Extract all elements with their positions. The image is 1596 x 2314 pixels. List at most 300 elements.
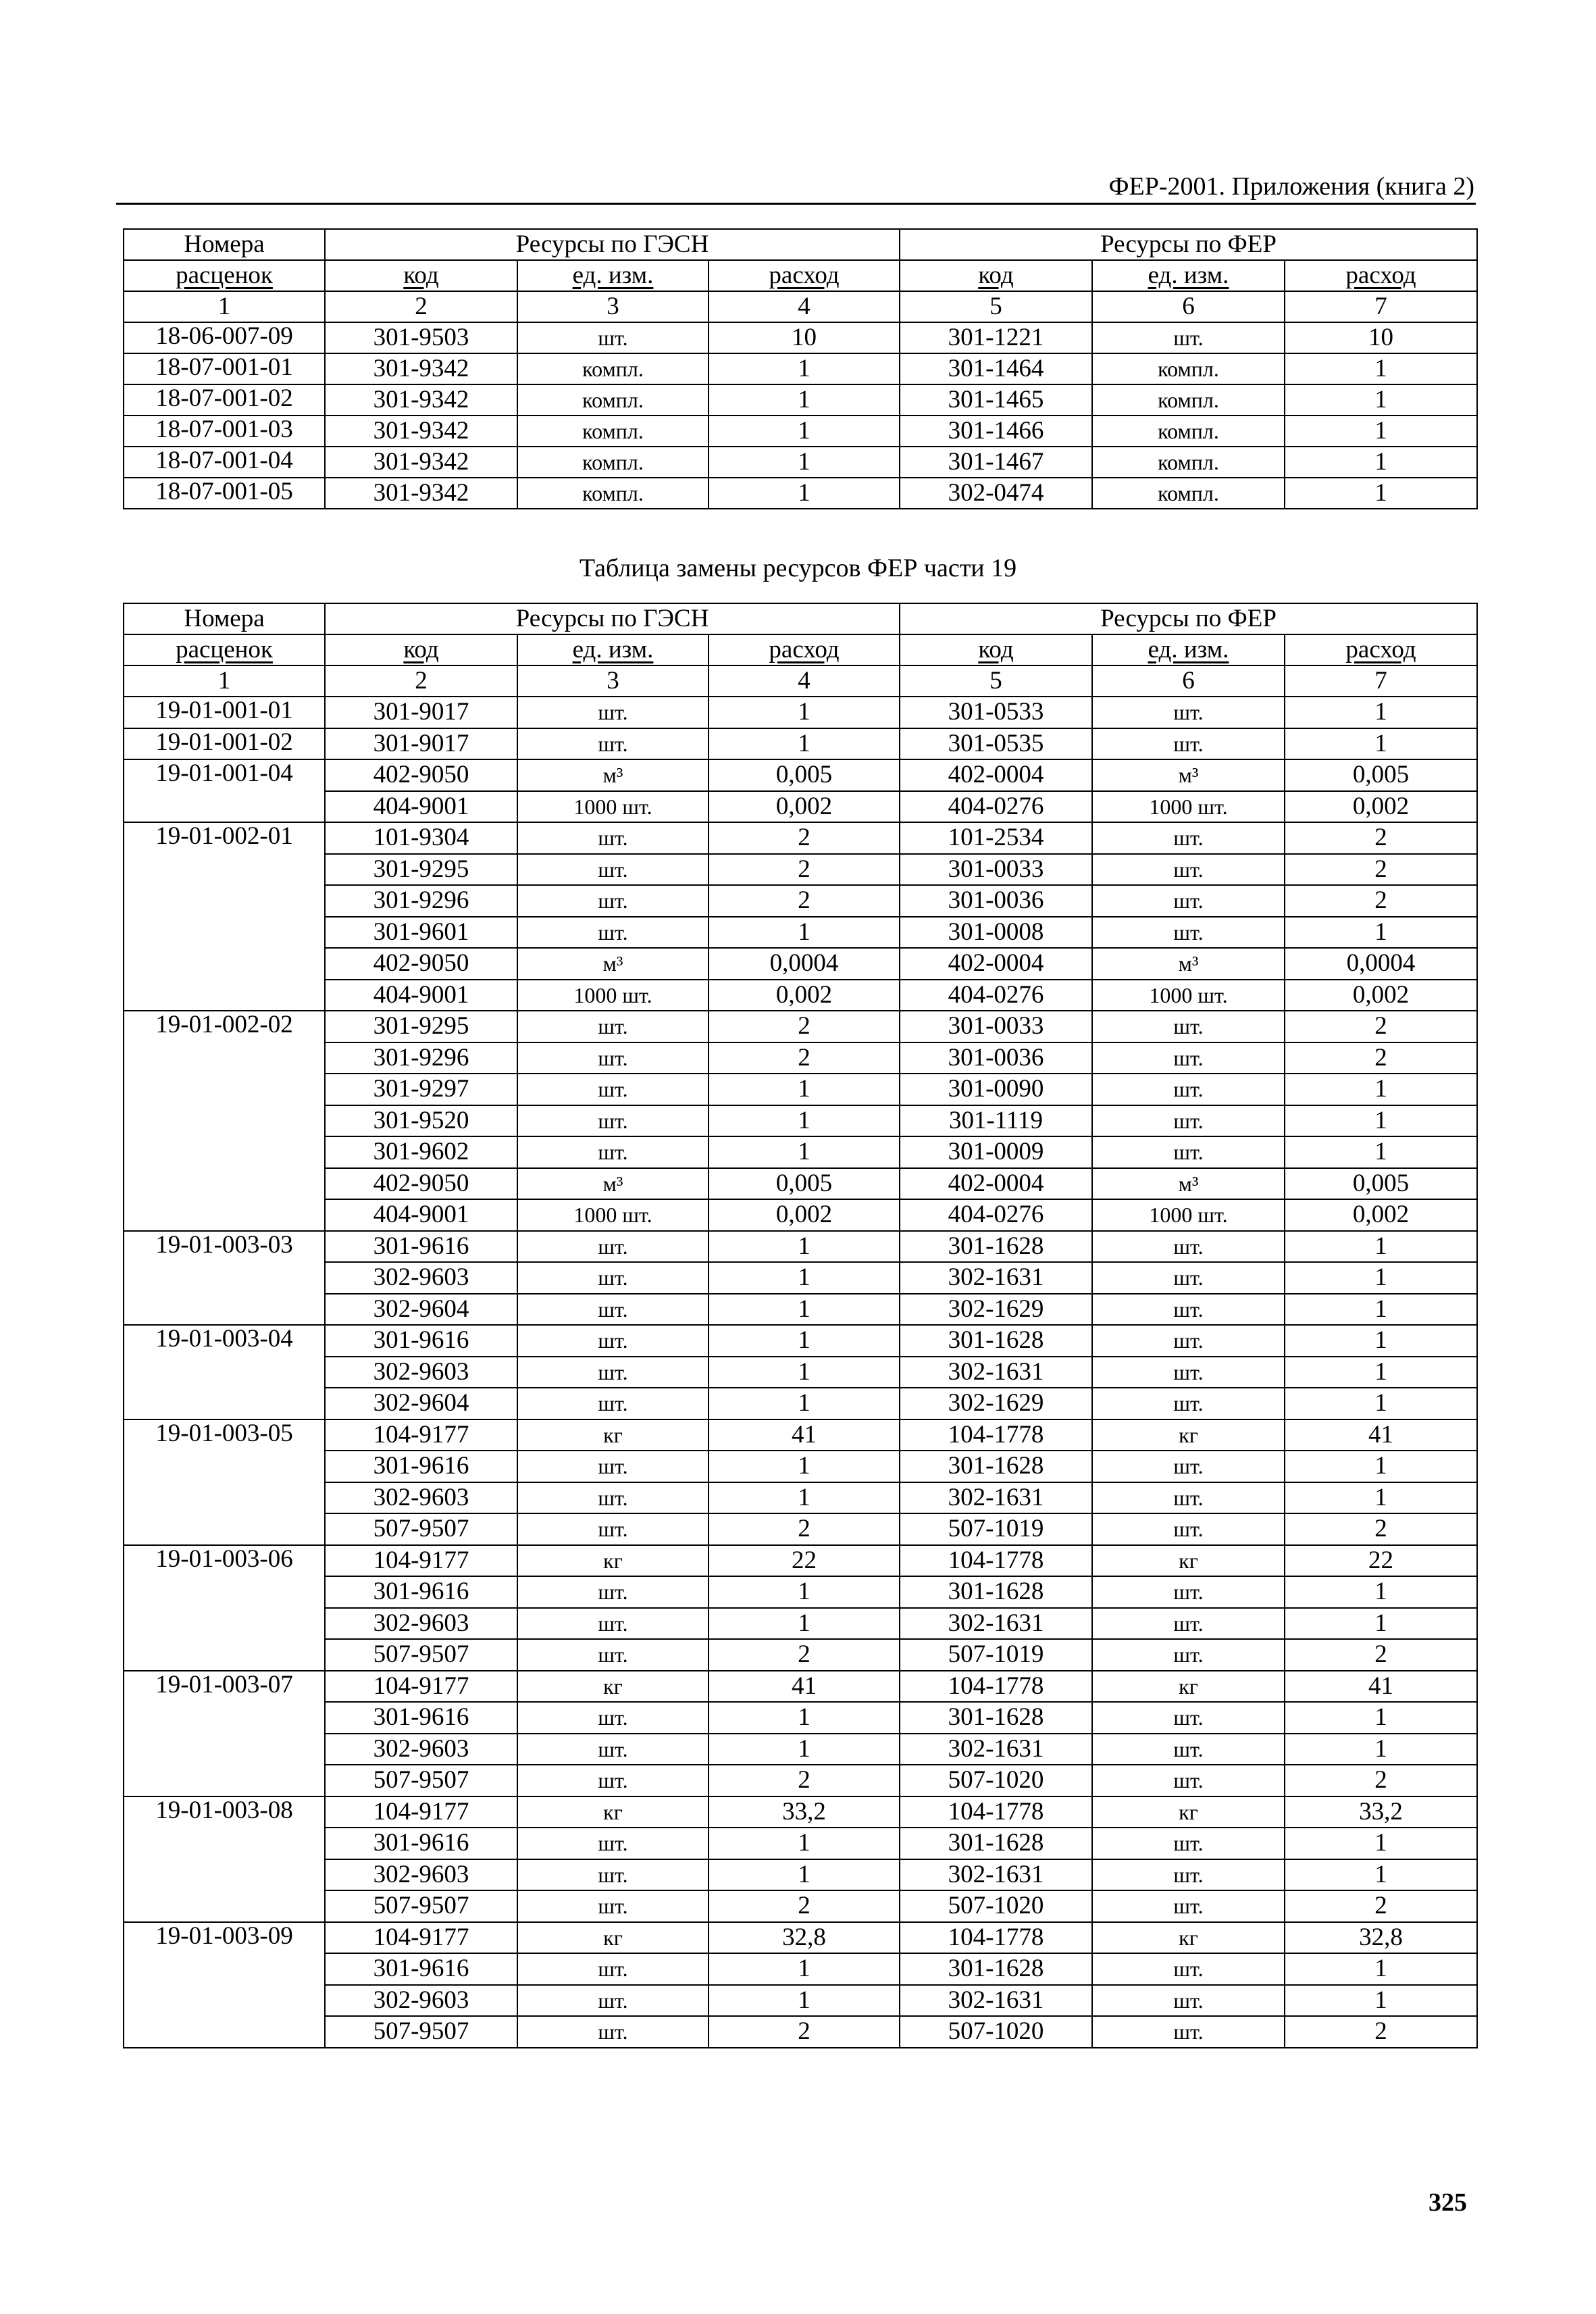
fer-unit-cell: шт. [1092,1953,1285,1985]
table-row [124,1042,1477,1074]
gesn-code-cell: 104-9177 [325,1922,517,1954]
gesn-unit-cell: шт. [517,1451,709,1482]
gesn-unit-cell: шт. [517,1105,709,1137]
gesn-unit-cell: шт. [517,1042,709,1074]
table-body [124,697,1477,2048]
fer-consumption-cell: 2 [1285,1042,1477,1074]
fer-unit-cell: шт. [1092,1042,1285,1074]
gesn-consumption-cell: 1 [709,478,900,509]
gesn-consumption-cell: 0,005 [709,1168,900,1200]
gesn-consumption-cell: 1 [709,697,900,728]
gesn-code-cell: 302-9604 [325,1294,517,1326]
gesn-unit-cell: шт. [517,1011,709,1042]
gesn-unit-header: ед. изм. [517,260,709,291]
gesn-unit-cell: шт. [517,917,709,949]
fer-unit-cell: шт. [1092,1985,1285,2017]
gesn-consumption-cell: 1 [709,1231,900,1263]
fer-unit-cell: м³ [1092,948,1285,980]
table-row [124,1545,1477,1577]
fer-unit-cell: кг [1092,1419,1285,1451]
gesn-code-cell: 302-9603 [325,1357,517,1388]
fer-code-cell: 301-0533 [900,697,1092,728]
table-row [124,917,1477,949]
gesn-unit-cell: шт. [517,1828,709,1859]
gesn-code-cell: 404-9001 [325,791,517,823]
column-number: 5 [900,291,1092,322]
fer-consumption-header: расход [1285,634,1477,665]
fer-consumption-header: расход [1285,260,1477,291]
fer-consumption-cell: 1 [1285,1451,1477,1482]
gesn-code-cell: 301-9342 [325,447,517,478]
gesn-unit-cell: шт. [517,822,709,854]
table-row [124,478,1477,509]
gesn-consumption-cell: 1 [709,1985,900,2017]
table-row [124,1136,1477,1168]
table-row [124,1325,1477,1357]
fer-code-cell: 402-0004 [900,1168,1092,1200]
table-row [124,1859,1477,1891]
header-rule [116,203,1476,205]
fer-code-cell: 507-1020 [900,2016,1092,2048]
fer-unit-cell: шт. [1092,1357,1285,1388]
fer-consumption-cell: 2 [1285,2016,1477,2048]
table-row [124,1105,1477,1137]
fer-resources-header: Ресурсы по ФЕР [900,229,1477,260]
gesn-unit-cell: 1000 шт. [517,1199,709,1231]
table-header [124,229,1477,322]
rate-number-header-cont: расценок [124,260,325,291]
gesn-consumption-cell: 1 [709,1105,900,1137]
fer-code-cell: 404-0276 [900,980,1092,1011]
table-row [124,1357,1477,1388]
table-row [124,728,1477,760]
table-row [124,1199,1477,1231]
gesn-code-cell: 301-9342 [325,478,517,509]
table-row [124,322,1477,353]
fer-code-cell: 301-1466 [900,416,1092,447]
fer-unit-cell: компл. [1092,447,1285,478]
fer-unit-cell: 1000 шт. [1092,791,1285,823]
gesn-code-header: код [325,260,517,291]
fer-unit-cell: кг [1092,1545,1285,1577]
table-row [124,1231,1477,1263]
gesn-consumption-cell: 1 [709,1828,900,1859]
fer-code-cell: 301-1467 [900,447,1092,478]
rate-number-cell: 19-01-001-04 [124,759,325,822]
gesn-code-cell: 301-9602 [325,1136,517,1168]
table-row [124,1671,1477,1703]
fer-code-cell: 301-1628 [900,1451,1092,1482]
fer-code-cell: 301-1628 [900,1953,1092,1985]
gesn-unit-cell: шт. [517,1294,709,1326]
fer-unit-cell: шт. [1092,1639,1285,1671]
fer-consumption-cell: 1 [1285,1734,1477,1765]
fer-unit-cell: шт. [1092,1702,1285,1734]
gesn-unit-cell: шт. [517,322,709,353]
gesn-unit-cell: шт. [517,2016,709,2048]
table-row [124,791,1477,823]
fer-consumption-cell: 32,8 [1285,1922,1477,1954]
fer-code-cell: 302-1631 [900,1608,1092,1640]
fer-consumption-cell: 2 [1285,1639,1477,1671]
gesn-unit-cell: шт. [517,1859,709,1891]
gesn-code-cell: 302-9603 [325,1262,517,1294]
gesn-unit-cell: компл. [517,384,709,416]
gesn-code-cell: 402-9050 [325,948,517,980]
gesn-consumption-header: расход [709,260,900,291]
gesn-unit-cell: шт. [517,1231,709,1263]
fer-code-cell: 301-0009 [900,1136,1092,1168]
gesn-code-cell: 301-9342 [325,353,517,384]
fer-consumption-cell: 1 [1285,1325,1477,1357]
fer-consumption-cell: 1 [1285,1136,1477,1168]
gesn-code-cell: 104-9177 [325,1419,517,1451]
table-row [124,353,1477,384]
gesn-consumption-header: расход [709,634,900,665]
table-row [124,1294,1477,1326]
column-number: 3 [517,665,709,697]
fer-code-cell: 404-0276 [900,1199,1092,1231]
fer-code-cell: 302-1629 [900,1294,1092,1326]
fer-code-cell: 302-1631 [900,1262,1092,1294]
gesn-code-cell: 104-9177 [325,1671,517,1703]
fer-code-cell: 301-1221 [900,322,1092,353]
rate-number-header: Номера [124,229,325,260]
gesn-unit-cell: шт. [517,1388,709,1419]
gesn-unit-cell: 1000 шт. [517,791,709,823]
table-row [124,1639,1477,1671]
gesn-consumption-cell: 0,002 [709,791,900,823]
gesn-unit-cell: кг [517,1922,709,1954]
fer-code-cell: 301-1464 [900,353,1092,384]
gesn-code-cell: 301-9342 [325,384,517,416]
fer-consumption-cell: 1 [1285,1482,1477,1514]
rate-number-cell: 18-06-007-09 [124,322,325,353]
table-row [124,759,1477,791]
gesn-code-cell: 302-9604 [325,1388,517,1419]
fer-consumption-cell: 1 [1285,353,1477,384]
gesn-consumption-cell: 1 [709,1136,900,1168]
fer-code-cell: 301-1628 [900,1325,1092,1357]
page-number: 325 [1428,2188,1467,2217]
gesn-code-cell: 402-9050 [325,759,517,791]
gesn-consumption-cell: 1 [709,1262,900,1294]
fer-consumption-cell: 10 [1285,322,1477,353]
table-row [124,1765,1477,1796]
fer-consumption-cell: 1 [1285,1357,1477,1388]
column-number: 4 [709,665,900,697]
fer-unit-cell: 1000 шт. [1092,1199,1285,1231]
gesn-resources-header: Ресурсы по ГЭСН [325,229,900,260]
gesn-code-cell: 302-9603 [325,1985,517,2017]
gesn-code-cell: 301-9616 [325,1953,517,1985]
gesn-consumption-cell: 2 [709,1513,900,1545]
fer-unit-cell: компл. [1092,478,1285,509]
table-caption: Таблица замены ресурсов ФЕР части 19 [579,554,1017,582]
gesn-unit-cell: шт. [517,1734,709,1765]
gesn-code-cell: 302-9603 [325,1734,517,1765]
fer-code-cell: 301-0036 [900,885,1092,917]
fer-consumption-cell: 1 [1285,1105,1477,1137]
fer-unit-cell: шт. [1092,917,1285,949]
fer-code-cell: 507-1020 [900,1890,1092,1922]
fer-unit-cell: шт. [1092,1513,1285,1545]
fer-consumption-cell: 2 [1285,885,1477,917]
rate-number-cell: 19-01-001-02 [124,728,325,760]
fer-unit-cell: кг [1092,1671,1285,1703]
fer-code-cell: 301-1465 [900,384,1092,416]
fer-code-cell: 302-1631 [900,1482,1092,1514]
gesn-consumption-cell: 32,8 [709,1922,900,1954]
gesn-consumption-cell: 10 [709,322,900,353]
gesn-consumption-cell: 1 [709,1859,900,1891]
fer-consumption-cell: 0,0004 [1285,948,1477,980]
gesn-unit-cell: м³ [517,759,709,791]
gesn-consumption-cell: 1 [709,917,900,949]
fer-consumption-cell: 1 [1285,1859,1477,1891]
fer-unit-cell: 1000 шт. [1092,980,1285,1011]
fer-consumption-cell: 1 [1285,1828,1477,1859]
table-row [124,1388,1477,1419]
fer-code-cell: 301-0535 [900,728,1092,760]
gesn-code-cell: 404-9001 [325,980,517,1011]
fer-code-cell: 404-0276 [900,791,1092,823]
gesn-unit-cell: компл. [517,416,709,447]
fer-consumption-cell: 1 [1285,1388,1477,1419]
fer-unit-cell: шт. [1092,1608,1285,1640]
gesn-consumption-cell: 2 [709,885,900,917]
fer-consumption-cell: 0,005 [1285,759,1477,791]
column-number: 5 [900,665,1092,697]
gesn-unit-cell: шт. [517,1639,709,1671]
table-row [124,822,1477,854]
fer-unit-cell: шт. [1092,1294,1285,1326]
fer-code-cell: 402-0004 [900,948,1092,980]
gesn-consumption-cell: 2 [709,1011,900,1042]
gesn-unit-cell: м³ [517,1168,709,1200]
table-row [124,1608,1477,1640]
fer-unit-cell: компл. [1092,353,1285,384]
gesn-consumption-cell: 1 [709,1608,900,1640]
fer-unit-cell: шт. [1092,854,1285,886]
gesn-unit-cell: кг [517,1796,709,1828]
table-row [124,1074,1477,1105]
gesn-consumption-cell: 33,2 [709,1796,900,1828]
gesn-unit-header: ед. изм. [517,634,709,665]
gesn-consumption-cell: 2 [709,1765,900,1796]
fer-code-cell: 302-1631 [900,1734,1092,1765]
fer-code-cell: 301-0008 [900,917,1092,949]
rate-number-cell: 18-07-001-02 [124,384,325,416]
table-row [124,1513,1477,1545]
gesn-consumption-cell: 1 [709,1576,900,1608]
fer-code-cell: 301-1119 [900,1105,1092,1137]
gesn-consumption-cell: 1 [709,416,900,447]
fer-code-cell: 301-1628 [900,1828,1092,1859]
column-number: 4 [709,291,900,322]
gesn-code-cell: 507-9507 [325,1513,517,1545]
rate-number-cell: 19-01-003-09 [124,1922,325,2048]
gesn-consumption-cell: 1 [709,384,900,416]
gesn-unit-cell: шт. [517,1985,709,2017]
fer-unit-cell: шт. [1092,1765,1285,1796]
fer-unit-cell: шт. [1092,1231,1285,1263]
fer-unit-cell: шт. [1092,2016,1285,2048]
rate-number-cell: 19-01-003-04 [124,1325,325,1419]
column-number-row [124,291,1477,322]
gesn-unit-cell: шт. [517,1513,709,1545]
fer-code-cell: 301-0033 [900,1011,1092,1042]
gesn-code-cell: 302-9603 [325,1859,517,1891]
fer-unit-cell: шт. [1092,1262,1285,1294]
gesn-consumption-cell: 1 [709,447,900,478]
gesn-consumption-cell: 1 [709,1702,900,1734]
gesn-code-cell: 301-9017 [325,697,517,728]
fer-consumption-cell: 0,002 [1285,980,1477,1011]
fer-unit-cell: шт. [1092,1325,1285,1357]
fer-unit-cell: компл. [1092,384,1285,416]
gesn-consumption-cell: 2 [709,1639,900,1671]
gesn-code-cell: 301-9616 [325,1325,517,1357]
gesn-unit-cell: шт. [517,1890,709,1922]
gesn-code-cell: 301-9296 [325,1042,517,1074]
table-row [124,854,1477,886]
table-row [124,1419,1477,1451]
fer-consumption-cell: 1 [1285,1231,1477,1263]
fer-unit-cell: шт. [1092,1451,1285,1482]
fer-code-cell: 302-1631 [900,1357,1092,1388]
gesn-unit-cell: шт. [517,1357,709,1388]
table-row [124,1734,1477,1765]
gesn-code-cell: 301-9503 [325,322,517,353]
gesn-consumption-cell: 1 [709,1482,900,1514]
fer-code-cell: 402-0004 [900,759,1092,791]
fer-code-cell: 507-1020 [900,1765,1092,1796]
rate-number-cell: 19-01-003-06 [124,1545,325,1671]
fer-code-cell: 104-1778 [900,1419,1092,1451]
gesn-code-cell: 302-9603 [325,1608,517,1640]
fer-consumption-cell: 1 [1285,1074,1477,1105]
fer-resources-header: Ресурсы по ФЕР [900,603,1477,634]
gesn-unit-cell: кг [517,1419,709,1451]
gesn-consumption-cell: 1 [709,728,900,760]
table-row [124,1828,1477,1859]
fer-code-cell: 104-1778 [900,1796,1092,1828]
fer-code-cell: 104-1778 [900,1922,1092,1954]
fer-unit-cell: кг [1092,1796,1285,1828]
fer-unit-cell: шт. [1092,1074,1285,1105]
fer-unit-cell: шт. [1092,1388,1285,1419]
gesn-code-cell: 402-9050 [325,1168,517,1200]
gesn-code-cell: 301-9295 [325,1011,517,1042]
gesn-code-cell: 301-9520 [325,1105,517,1137]
gesn-consumption-cell: 1 [709,1357,900,1388]
table-row [124,1168,1477,1200]
page-header-title: ФЕР-2001. Приложения (книга 2) [1108,172,1474,201]
fer-code-cell: 301-0033 [900,854,1092,886]
column-number: 6 [1092,665,1285,697]
table-row [124,1890,1477,1922]
gesn-code-cell: 301-9616 [325,1828,517,1859]
fer-consumption-cell: 2 [1285,854,1477,886]
gesn-consumption-cell: 2 [709,1890,900,1922]
fer-consumption-cell: 1 [1285,478,1477,509]
rate-number-cell: 19-01-003-08 [124,1796,325,1922]
rate-number-cell: 19-01-003-07 [124,1671,325,1796]
fer-consumption-cell: 2 [1285,1765,1477,1796]
gesn-code-header: код [325,634,517,665]
fer-unit-cell: м³ [1092,759,1285,791]
gesn-code-cell: 507-9507 [325,1765,517,1796]
column-number: 7 [1285,665,1477,697]
gesn-unit-cell: шт. [517,1953,709,1985]
fer-consumption-cell: 41 [1285,1671,1477,1703]
fer-consumption-cell: 1 [1285,1262,1477,1294]
gesn-consumption-cell: 2 [709,822,900,854]
fer-unit-cell: м³ [1092,1168,1285,1200]
gesn-consumption-cell: 0,002 [709,980,900,1011]
fer-consumption-cell: 1 [1285,917,1477,949]
fer-code-cell: 301-1628 [900,1702,1092,1734]
gesn-unit-cell: шт. [517,1262,709,1294]
gesn-consumption-cell: 1 [709,1953,900,1985]
gesn-consumption-cell: 1 [709,1325,900,1357]
rate-number-header-cont: расценок [124,634,325,665]
fer-unit-cell: шт. [1092,1859,1285,1891]
gesn-unit-cell: шт. [517,1482,709,1514]
fer-unit-cell: шт. [1092,1828,1285,1859]
rate-number-cell: 18-07-001-05 [124,478,325,509]
fer-code-cell: 507-1019 [900,1639,1092,1671]
gesn-unit-cell: шт. [517,854,709,886]
fer-unit-cell: кг [1092,1922,1285,1954]
table-row [124,1482,1477,1514]
fer-unit-cell: шт. [1092,1734,1285,1765]
gesn-unit-cell: шт. [517,1765,709,1796]
fer-unit-cell: шт. [1092,822,1285,854]
gesn-code-cell: 507-9507 [325,1639,517,1671]
fer-unit-cell: шт. [1092,697,1285,728]
fer-code-cell: 301-1628 [900,1576,1092,1608]
gesn-resources-header: Ресурсы по ГЭСН [325,603,900,634]
fer-consumption-cell: 1 [1285,1985,1477,2017]
fer-code-cell: 101-2534 [900,822,1092,854]
rate-number-cell: 18-07-001-01 [124,353,325,384]
table-row [124,1922,1477,1954]
fer-code-cell: 302-1631 [900,1859,1092,1891]
fer-consumption-cell: 2 [1285,1890,1477,1922]
gesn-unit-cell: 1000 шт. [517,980,709,1011]
gesn-unit-cell: компл. [517,478,709,509]
gesn-code-cell: 301-9342 [325,416,517,447]
fer-consumption-cell: 1 [1285,1608,1477,1640]
fer-consumption-cell: 41 [1285,1419,1477,1451]
table-row [124,980,1477,1011]
table-row [124,697,1477,728]
gesn-unit-cell: шт. [517,1074,709,1105]
table-row [124,948,1477,980]
gesn-code-cell: 301-9295 [325,854,517,886]
table-row [124,885,1477,917]
table-row [124,1451,1477,1482]
fer-code-cell: 301-0090 [900,1074,1092,1105]
gesn-consumption-cell: 0,002 [709,1199,900,1231]
fer-code-cell: 302-1629 [900,1388,1092,1419]
fer-code-cell: 104-1778 [900,1545,1092,1577]
gesn-unit-cell: шт. [517,885,709,917]
table-header [124,603,1477,697]
gesn-unit-cell: кг [517,1545,709,1577]
